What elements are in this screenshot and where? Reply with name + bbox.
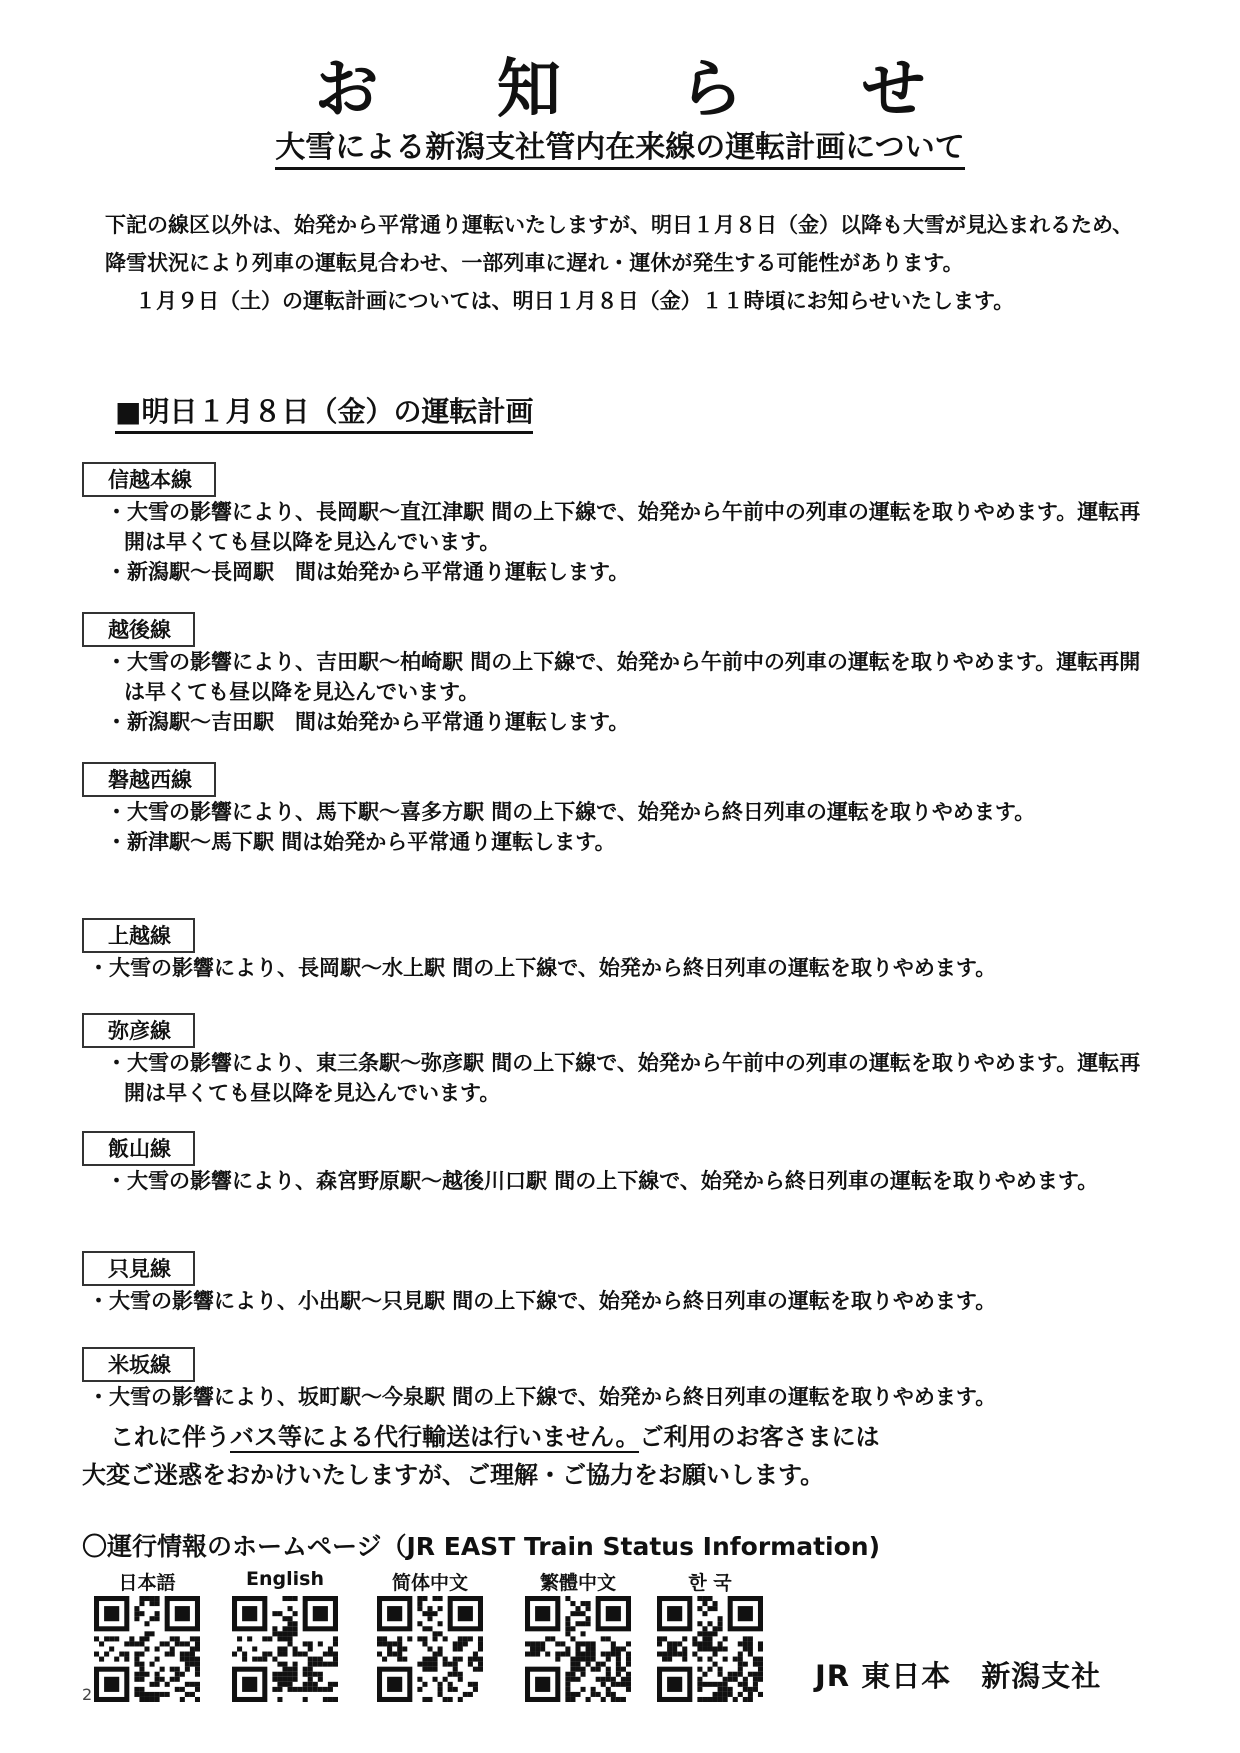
notice-subtitle-text: 大雪による新潟支社管内在来線の運転計画について xyxy=(275,130,964,170)
line-bullet: ・大雪の影響により、東三条駅～弥彦駅 間の上下線で、始発から午前中の列車の運転を取りやめます。運転再開は早くても昼以降を見込んでいます。 xyxy=(106,1051,1141,1105)
line-bullet: ・大雪の影響により、坂町駅～今泉駅 間の上下線で、始発から終日列車の運転を取りやめます。 xyxy=(88,1385,997,1409)
closing-line-2: 大変ご迷惑をおかけいたしますが、ご理解・ご協力をお願いします。 xyxy=(82,1461,825,1489)
line-bullet: ・新潟駅～長岡駅 間は始発から平常通り運転します。 xyxy=(106,560,630,584)
notice-subtitle xyxy=(0,122,1240,166)
qr-label: 简体中文 xyxy=(391,1572,468,1594)
line-label: 上越線 xyxy=(82,918,195,953)
line-section xyxy=(82,1131,1142,1196)
line-label: 弥彦線 xyxy=(82,1013,195,1048)
qr-label: English xyxy=(246,1568,324,1590)
line-bullets xyxy=(82,1382,1142,1412)
line-bullet: ・大雪の影響により、吉田駅～柏崎駅 間の上下線で、始発から午前中の列車の運転を取りやめます。運転再開は早くても昼以降を見込んでいます。 xyxy=(106,650,1141,704)
qr-label: 繁體中文 xyxy=(539,1572,616,1594)
line-section xyxy=(82,1347,1142,1412)
line-label: 飯山線 xyxy=(82,1131,195,1166)
plan-heading: ■明日１月８日（金）の運転計画 xyxy=(115,390,533,434)
qr-japanese[interactable] xyxy=(92,1568,202,1702)
line-section xyxy=(82,462,1142,587)
status-info-heading: 〇運行情報のホームページ（JR EAST Train Status Information) xyxy=(82,1532,880,1561)
line-bullets xyxy=(82,647,1142,737)
intro-paragraph-2: １月９日（土）の運転計画については、明日１月８日（金）１１時頃にお知らせいたします。 xyxy=(135,289,1015,313)
closing-line-1 xyxy=(82,1418,1142,1456)
qr-code-icon[interactable] xyxy=(525,1596,631,1702)
qr-simplified-chinese[interactable] xyxy=(375,1568,485,1702)
qr-korean[interactable] xyxy=(655,1568,765,1702)
line-label: 只見線 xyxy=(82,1251,195,1286)
line-section xyxy=(82,1013,1142,1108)
line-bullets xyxy=(82,1048,1142,1108)
intro xyxy=(105,206,1135,320)
line-section xyxy=(82,612,1142,737)
line-label: 越後線 xyxy=(82,612,195,647)
line-section xyxy=(82,1251,1142,1316)
line-bullet: ・大雪の影響により、小出駅～只見駅 間の上下線で、始発から終日列車の運転を取りやめます。 xyxy=(88,1289,997,1313)
line-bullets xyxy=(82,497,1142,587)
qr-code-icon[interactable] xyxy=(232,1596,338,1702)
organization-name: JR 東日本 新潟支社 xyxy=(815,1659,1102,1693)
qr-traditional-chinese[interactable] xyxy=(523,1568,633,1702)
line-bullets xyxy=(82,953,1142,983)
closing-text: これに伴う xyxy=(110,1423,230,1451)
qr-code-icon[interactable] xyxy=(94,1596,200,1702)
page-number: 2 xyxy=(82,1685,93,1704)
closing-text: ご利用のお客さまには xyxy=(639,1423,880,1451)
qr-label: 한 국 xyxy=(688,1572,732,1594)
line-section xyxy=(82,762,1142,857)
line-bullet: ・新潟駅～吉田駅 間は始発から平常通り運転します。 xyxy=(106,710,630,734)
line-bullet: ・大雪の影響により、長岡駅～直江津駅 間の上下線で、始発から午前中の列車の運転を取りやめます。運転再開は早くても昼以降を見込んでいます。 xyxy=(106,500,1141,554)
line-bullet: ・大雪の影響により、馬下駅～喜多方駅 間の上下線で、始発から終日列車の運転を取りやめます。 xyxy=(106,800,1036,824)
line-bullets xyxy=(82,1166,1142,1196)
line-label: 米坂線 xyxy=(82,1347,195,1382)
line-label: 信越本線 xyxy=(82,462,216,497)
qr-english[interactable] xyxy=(230,1568,340,1702)
intro-paragraph-1: 下記の線区以外は、始発から平常通り運転いたしますが、明日１月８日（金）以降も大雪が見込まれるため、降雪状況により列車の運転見合わせ、一部列車に遅れ・運休が発生する可能性があります。 xyxy=(105,213,1134,275)
line-bullet: ・新津駅～馬下駅 間は始発から平常通り運転します。 xyxy=(106,830,616,854)
closing-message xyxy=(82,1418,1142,1494)
line-bullets xyxy=(82,1286,1142,1316)
line-bullet: ・大雪の影響により、森宮野原駅～越後川口駅 間の上下線で、始発から終日列車の運転を取りやめます。 xyxy=(106,1169,1099,1193)
line-section xyxy=(82,918,1142,983)
line-label: 磐越西線 xyxy=(82,762,216,797)
closing-underlined-text: バス等による代行輸送は行いません。 xyxy=(230,1423,640,1451)
qr-code-icon[interactable] xyxy=(657,1596,763,1702)
qr-code-icon[interactable] xyxy=(377,1596,483,1702)
notice-title: お 知 ら せ xyxy=(314,53,974,127)
qr-label: 日本語 xyxy=(118,1572,176,1594)
line-bullet: ・大雪の影響により、長岡駅～水上駅 間の上下線で、始発から終日列車の運転を取りやめます。 xyxy=(88,956,997,980)
line-bullets xyxy=(82,797,1142,857)
